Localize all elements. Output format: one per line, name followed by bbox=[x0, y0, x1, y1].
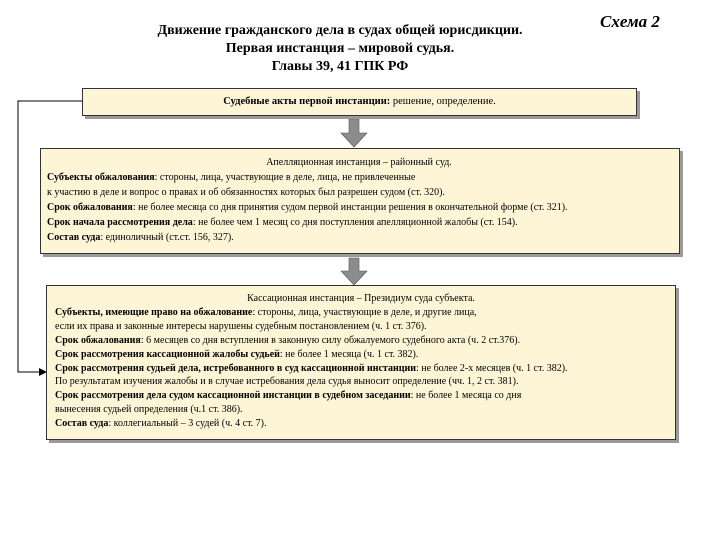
appeal-row: Состав суда: единоличный (ст.ст. 156, 327). bbox=[47, 232, 234, 243]
appeal-instance-box bbox=[40, 148, 680, 254]
appeal-row: Срок начала рассмотрения дела: не более чем 1 месяц со дня поступления апелляционной жалобы (ст. 154). bbox=[47, 217, 518, 228]
appeal-row: Субъекты обжалования: стороны, лица, участвующие в деле, лица, не привлеченные bbox=[47, 172, 416, 183]
cassation-row: вынесения судьей определения (ч.1 ст. 386). bbox=[55, 404, 243, 416]
cassation-row: Срок рассмотрения судьей дела, истребованного в суд кассационной инстанции: не более 2-х месяцев (ч. 1 ст. 382). bbox=[55, 362, 568, 374]
title-line-3: Главы 39, 41 ГПК РФ bbox=[271, 59, 409, 74]
cassation-heading: Кассационная инстанция – Президиум суда субъекта. bbox=[247, 293, 475, 304]
cassation-row: Срок рассмотрения дела судом кассационной инстанции в судебном заседании: не более 1 месяца со дня bbox=[55, 390, 522, 402]
title-line-1: Движение гражданского дела в судах общей юрисдикции. bbox=[157, 23, 523, 38]
down-arrow-1 bbox=[341, 119, 367, 147]
first-instance-text: решение, определение. bbox=[390, 96, 496, 107]
appeal-row: Срок обжалования: не более месяца со дня принятия судом первой инстанции решения в окончательной форме (ст. 321). bbox=[47, 202, 568, 213]
cassation-row: Состав суда: коллегиальный – 3 судей (ч. 4 ст. 7). bbox=[55, 418, 267, 430]
first-instance-box bbox=[82, 88, 637, 116]
down-arrow-2 bbox=[341, 258, 367, 285]
title-line-2: Первая инстанция – мировой судья. bbox=[225, 41, 455, 56]
appeal-row: к участию в деле и вопрос о правах и об обязанностях которых был разрешен судом (ст. 320). bbox=[47, 187, 445, 198]
cassation-instance-box bbox=[46, 285, 676, 440]
appeal-heading: Апелляционная инстанция – районный суд. bbox=[266, 157, 452, 168]
cassation-row: Срок рассмотрения кассационной жалобы судьей: не более 1 месяца (ч. 1 ст. 382). bbox=[55, 348, 419, 360]
scheme-label: Схема 2 bbox=[600, 12, 660, 31]
first-instance-bold: Судебные акты первой инстанции: bbox=[223, 96, 391, 107]
cassation-row: если их права и законные интересы нарушены судебным постановлением (ч. 1 ст. 376). bbox=[55, 320, 427, 332]
cassation-row: Субъекты, имеющие право на обжалование: стороны, лица, участвующие в деле, и другие лица, bbox=[55, 306, 477, 318]
cassation-row: Срок обжалования: 6 месяцев со дня вступления в законную силу обжалуемого судебного акта (ч. 2 ст.376). bbox=[55, 334, 521, 346]
cassation-row: По результатам изучения жалобы и в случае истребования дела судья выносит определение (чч. 1, 2 ст. 381). bbox=[55, 376, 519, 388]
